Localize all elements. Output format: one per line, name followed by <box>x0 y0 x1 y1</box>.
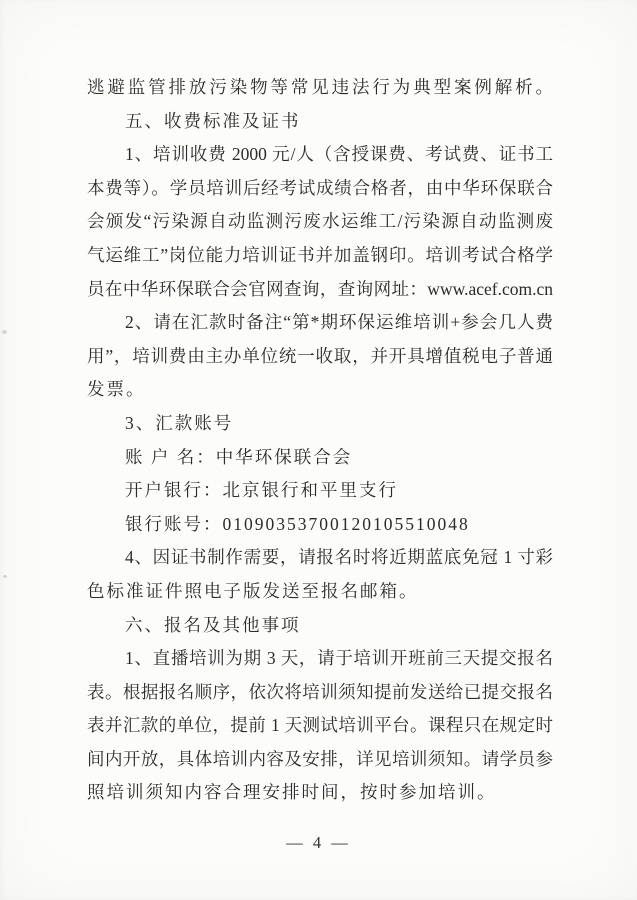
document-line: 用”，培训费由主办单位统一收取，并开具增值税电子普通 <box>87 345 553 366</box>
document-line: 表。根据报名顺序，依次将培训须知提前发送给已提交报名 <box>87 681 553 702</box>
document-line: 气运维工”岗位能力培训证书并加盖钢印。培训考试合格学 <box>87 244 553 265</box>
document-line: 4、因证书制作需要，请报名时将近期蓝底免冠 1 寸彩 <box>125 547 553 568</box>
document-line: 发票。 <box>87 379 146 400</box>
document-body <box>87 71 553 810</box>
page-number: — 4 — <box>286 833 351 852</box>
document-line: 2、请在汇款时备注“第*期环保运维培训+参会几人费 <box>125 312 553 333</box>
document-line: 银行账号：01090353700120105510048 <box>125 513 470 534</box>
document-line: 本费等）。学员培训后经考试成绩合格者，由中华环保联合 <box>87 177 553 198</box>
document-line: 1、直播培训为期 3 天，请于培训开班前三天提交报名 <box>125 648 553 669</box>
document-line: 逃避监管排放污染物等常见违法行为典型案例解析。 <box>87 77 553 97</box>
scan-artifact <box>3 575 7 578</box>
document-line: 照培训须知内容合理安排时间，按时参加培训。 <box>87 782 497 803</box>
document-line: 色标准证件照电子版发送至报名邮箱。 <box>87 580 419 601</box>
document-line: 间内开放，具体培训内容及安排，详见培训须知。请学员参 <box>87 748 553 769</box>
document-line: 1、培训收费 2000 元/人（含授课费、考试费、证书工 <box>125 144 553 165</box>
scan-artifact <box>2 330 7 334</box>
document-line: 表并汇款的单位，提前 1 天测试培训平台。课程只在规定时 <box>87 715 553 736</box>
document-line: 六、报名及其他事项 <box>125 614 301 635</box>
document-line: 员在中华环保联合会官网查询，查询网址：www.acef.com.cn <box>87 278 553 299</box>
document-line: 3、汇款账号 <box>125 412 234 433</box>
document-line: 会颁发“污染源自动监测污废水运维工/污染源自动监测废 <box>87 211 553 232</box>
document-line: 五、收费标准及证书 <box>125 110 301 131</box>
document-line: 开户银行：北京银行和平里支行 <box>125 480 398 501</box>
document-line: 账 户 名：中华环保联合会 <box>125 446 353 467</box>
